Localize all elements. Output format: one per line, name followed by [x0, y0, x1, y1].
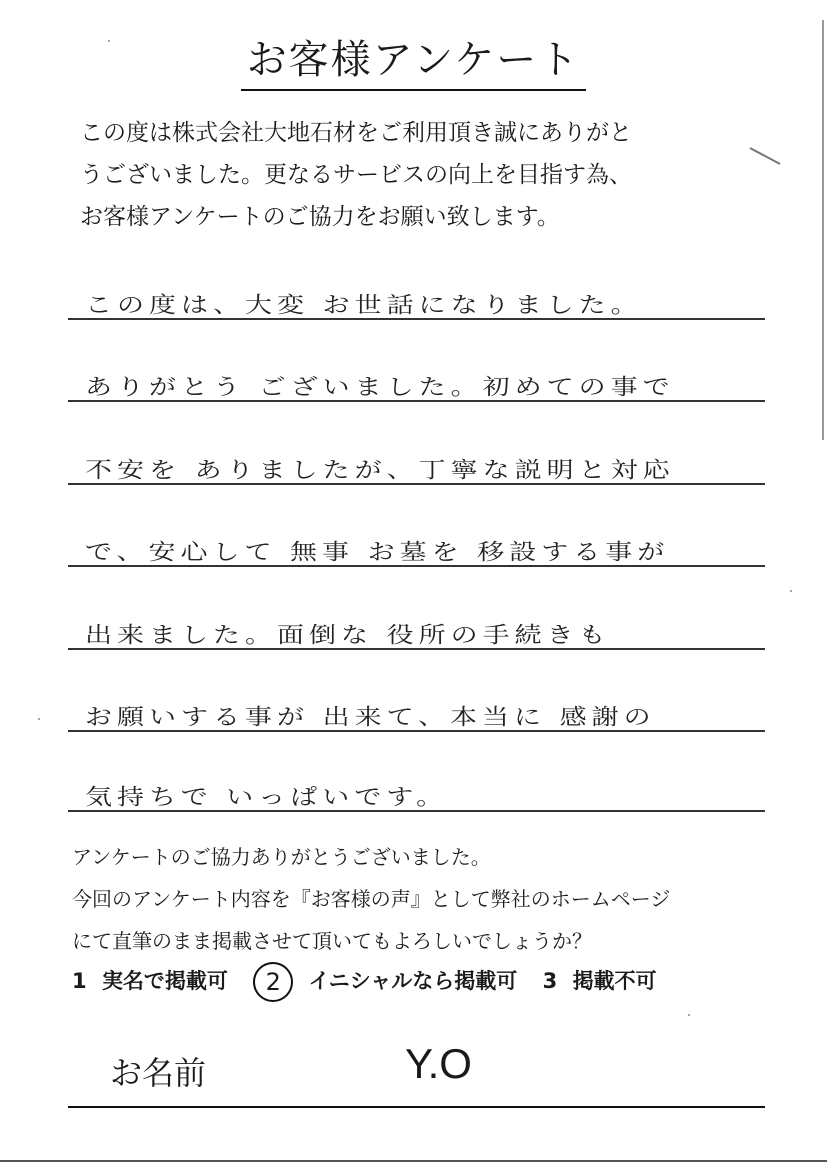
writing-rule: [68, 318, 765, 320]
closing-line: 今回のアンケート内容を『お客様の声』として弊社のホームページ: [72, 887, 671, 911]
intro-line: お客様アンケートのご協力をお願い致します。: [80, 204, 560, 230]
option-initials[interactable]: [253, 962, 517, 1002]
name-underline: [68, 1106, 765, 1108]
handwritten-line: 気持ちで いっぱいです。: [85, 784, 449, 811]
closing-text: [72, 836, 772, 962]
page-title-text: お客様アンケート: [241, 28, 587, 91]
option-real-name[interactable]: [72, 965, 228, 995]
writing-rule: [68, 565, 765, 567]
intro-line: この度は株式会社大地石材をご利用頂き誠にありがと: [80, 120, 632, 146]
handwritten-line: 不安を ありましたが、丁寧な説明と対応: [85, 457, 675, 484]
closing-line: アンケートのご協力ありがとうございました。: [72, 845, 491, 869]
handwritten-line: ありがとう ございました。初めての事で: [85, 374, 675, 401]
writing-rule: [68, 483, 765, 485]
selected-option-circle: 2: [253, 962, 293, 1002]
writing-rule: [68, 810, 765, 812]
writing-rule: [68, 730, 765, 732]
option-label: 実名で掲載可: [101, 969, 228, 993]
option-number: 3: [542, 969, 558, 993]
intro-text: [80, 112, 770, 238]
scan-speck: [790, 590, 792, 592]
handwritten-line: 出来ました。面倒な 役所の手続きも: [85, 622, 611, 649]
handwritten-line: お願いする事が 出来て、本当に 感謝の: [85, 704, 656, 731]
option-label: イニシャルなら掲載可: [308, 969, 518, 993]
name-label: お名前: [110, 1054, 207, 1092]
intro-line: うございました。更なるサービスの向上を目指す為、: [80, 162, 632, 188]
page-title: [0, 28, 827, 91]
name-value[interactable]: Y.O: [405, 1040, 472, 1087]
scan-bottom-edge: [0, 1160, 827, 1162]
option-no-publish[interactable]: [543, 965, 657, 995]
closing-line: にて直筆のまま掲載させて頂いてもよろしいでしょうか？: [72, 929, 592, 953]
option-label: 掲載不可: [572, 969, 657, 993]
handwritten-line: で、安心して 無事 お墓を 移設する事が: [85, 539, 670, 566]
scan-speck: [688, 1014, 690, 1016]
writing-rule: [68, 400, 765, 402]
consent-options: [72, 962, 772, 1002]
scan-speck: [38, 718, 40, 720]
option-number: 1: [72, 969, 87, 993]
writing-rule: [68, 648, 765, 650]
handwritten-line: この度は、大変 お世話になりました。: [85, 292, 643, 319]
